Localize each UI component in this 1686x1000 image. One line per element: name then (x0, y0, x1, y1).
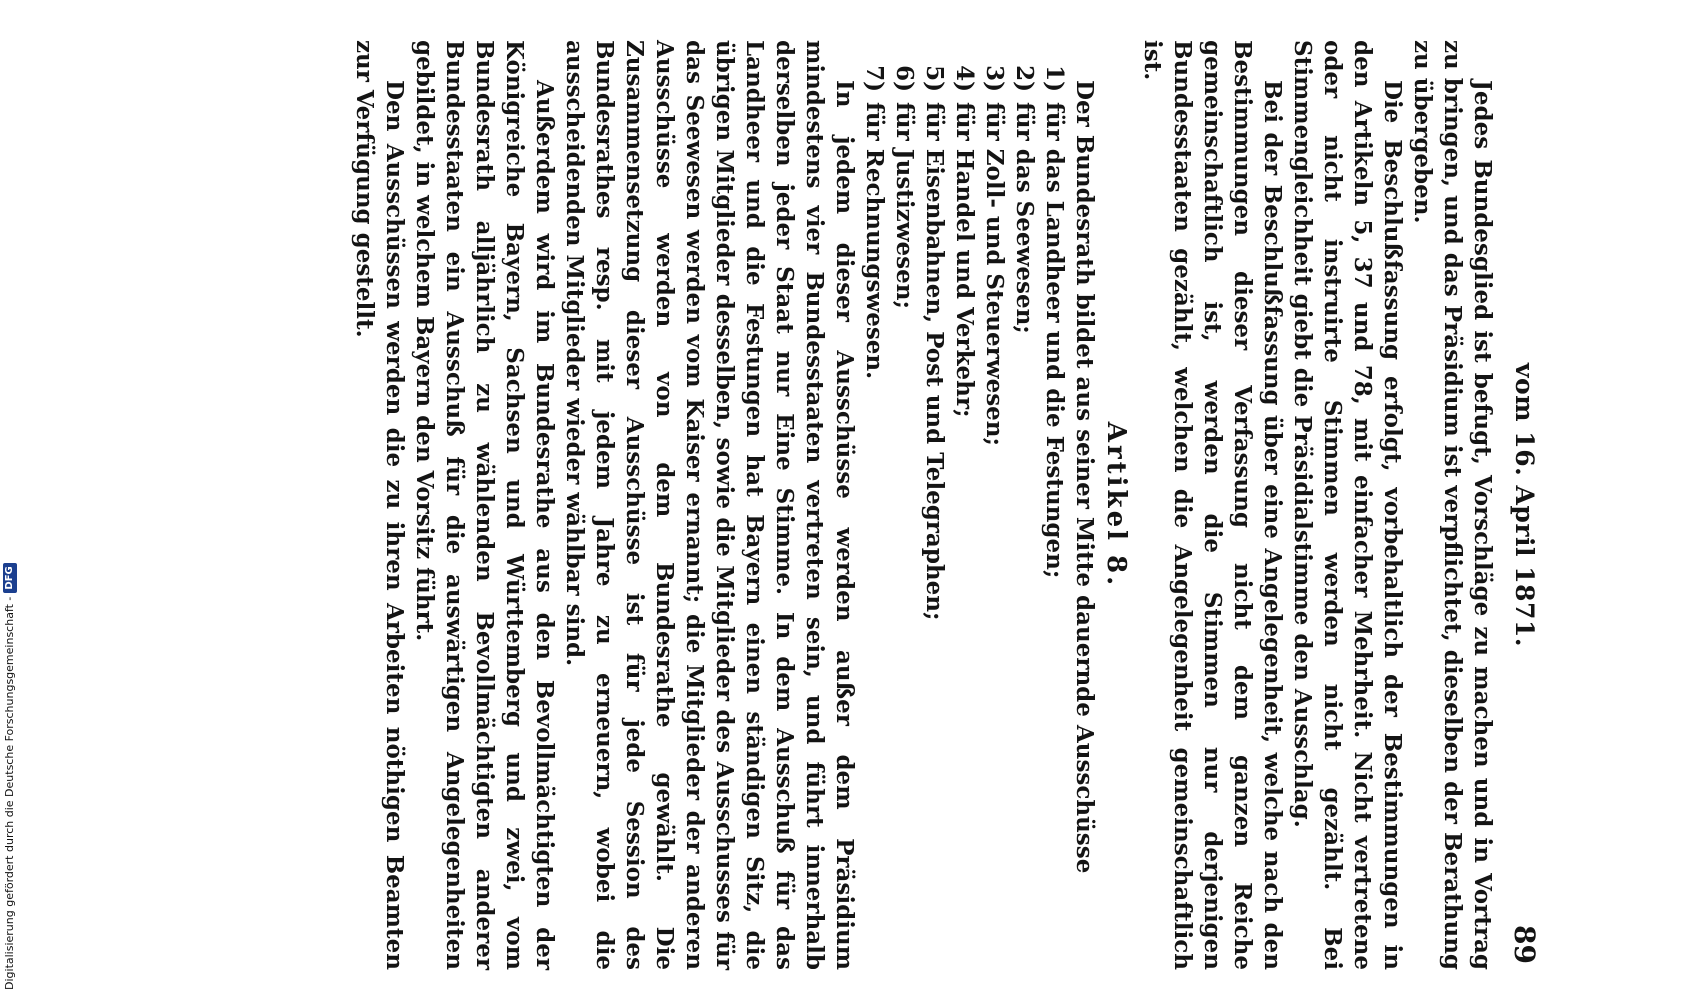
digitization-credit (2, 566, 18, 990)
paragraph-officials: Den Ausschüssen werden die zu ihren Arbeiten nöthigen Beamten zur Verfügung gestellt. (351, 40, 408, 970)
list-item (919, 52, 949, 970)
paragraph-resolution: Die Beschlußfassung erfolgt, vorbehaltlich der Bestimmungen in den Artikeln 5, 37 und 78, mit einfacher Mehrheit. Nicht vertretene oder nicht instruirte Stimmen werden nicht gezählt. Bei Stimmengleichheit giebt die Präsidialstimme den Ausschlag. (1289, 40, 1406, 970)
list-item (1039, 52, 1069, 970)
list-number: 1) (1041, 65, 1068, 92)
credit-rotated (2, 566, 18, 990)
list-item (1009, 52, 1039, 970)
paragraph-foreign-affairs: Außerdem wird im Bundesrathe aus den Bevollmächtigten der Königreiche Bayern, Sachsen und Württemberg und zwei, vom Bundesrath alljährlich zu wählenden Bevollmächtigten anderer Bundesstaaten ein Ausschuß für die auswärtigen Angelegenheiten gebildet, in welchem Bayern den Vorsitz führt. (411, 40, 558, 970)
list-number: 2) (1011, 65, 1038, 92)
paragraph-proposals: Jedes Bundesglied ist befugt, Vorschläge zu machen und in Vortrag zu bringen, und das Präsidium ist verpflichtet, dieselben der Berathung zu übergeben. (1409, 40, 1496, 970)
paragraph-common-matters: Bei der Beschlußfassung über eine Angelegenheit, welche nach den Bestimmungen dieser Verfassung nicht dem ganzen Reiche gemeinschaftlich ist, werden die Stimmen nur derjenigen Bundesstaaten gezählt, welchen die Angelegenheit gemeinschaftlich ist. (1139, 40, 1286, 970)
page-number: 89 (1508, 925, 1541, 964)
list-text: für Justizwesen; (891, 102, 918, 309)
list-text: für Eisenbahnen, Post und Telegraphen; (921, 102, 948, 621)
list-number: 7) (861, 65, 888, 92)
credit-text: Digitalisierung gefördert durch die Deutsche Forschungsgemeinschaft - (3, 596, 16, 990)
page-body (349, 40, 1497, 970)
header-date: vom 16. April 1871. (1510, 362, 1539, 648)
rotated-page (75, 40, 1545, 970)
dfg-logo: DFG (3, 563, 17, 592)
list-item (979, 52, 1009, 970)
list-text: für Zoll- und Steuerwesen; (981, 102, 1008, 447)
paragraph-committee-composition: In jedem dieser Ausschüsse werden außer dem Präsidium mindestens vier Bundesstaaten vertreten sein, und führt innerhalb derselben jeder Staat nur Eine Stimme. In dem Ausschuß für das Landheer und die Festungen hat Bayern einen ständigen Sitz, die übrigen Mitglieder desselben, sowie die Mitglieder des Ausschusses für das Seewesen werden vom Kaiser ernannt; die Mitglieder der anderen Ausschüsse werden von dem Bundesrathe gewählt. Die Zusammensetzung dieser Ausschüsse ist für jede Session des Bundesrathes resp. mit jedem Jahre zu erneuern, wobei die ausscheidenden Mitglieder wieder wählbar sind. (561, 40, 858, 970)
list-number: 3) (981, 65, 1008, 92)
list-text: für das Landheer und die Festungen; (1041, 102, 1068, 579)
committee-list (859, 40, 1069, 970)
list-number: 6) (891, 65, 918, 92)
list-item (859, 52, 889, 970)
document-page (75, 40, 1545, 970)
list-text: für Rechnungswesen. (861, 102, 888, 380)
page-header (1497, 40, 1545, 970)
list-item (889, 52, 919, 970)
article-intro: Der Bundesrath bildet aus seiner Mitte dauernde Ausschüsse (1071, 80, 1098, 874)
list-text: für Handel und Verkehr; (951, 102, 978, 418)
article-heading: Artikel 8. (1101, 421, 1131, 589)
list-text: für das Seewesen; (1011, 102, 1038, 334)
list-number: 5) (921, 65, 948, 92)
list-number: 4) (951, 65, 978, 92)
list-item (949, 52, 979, 970)
